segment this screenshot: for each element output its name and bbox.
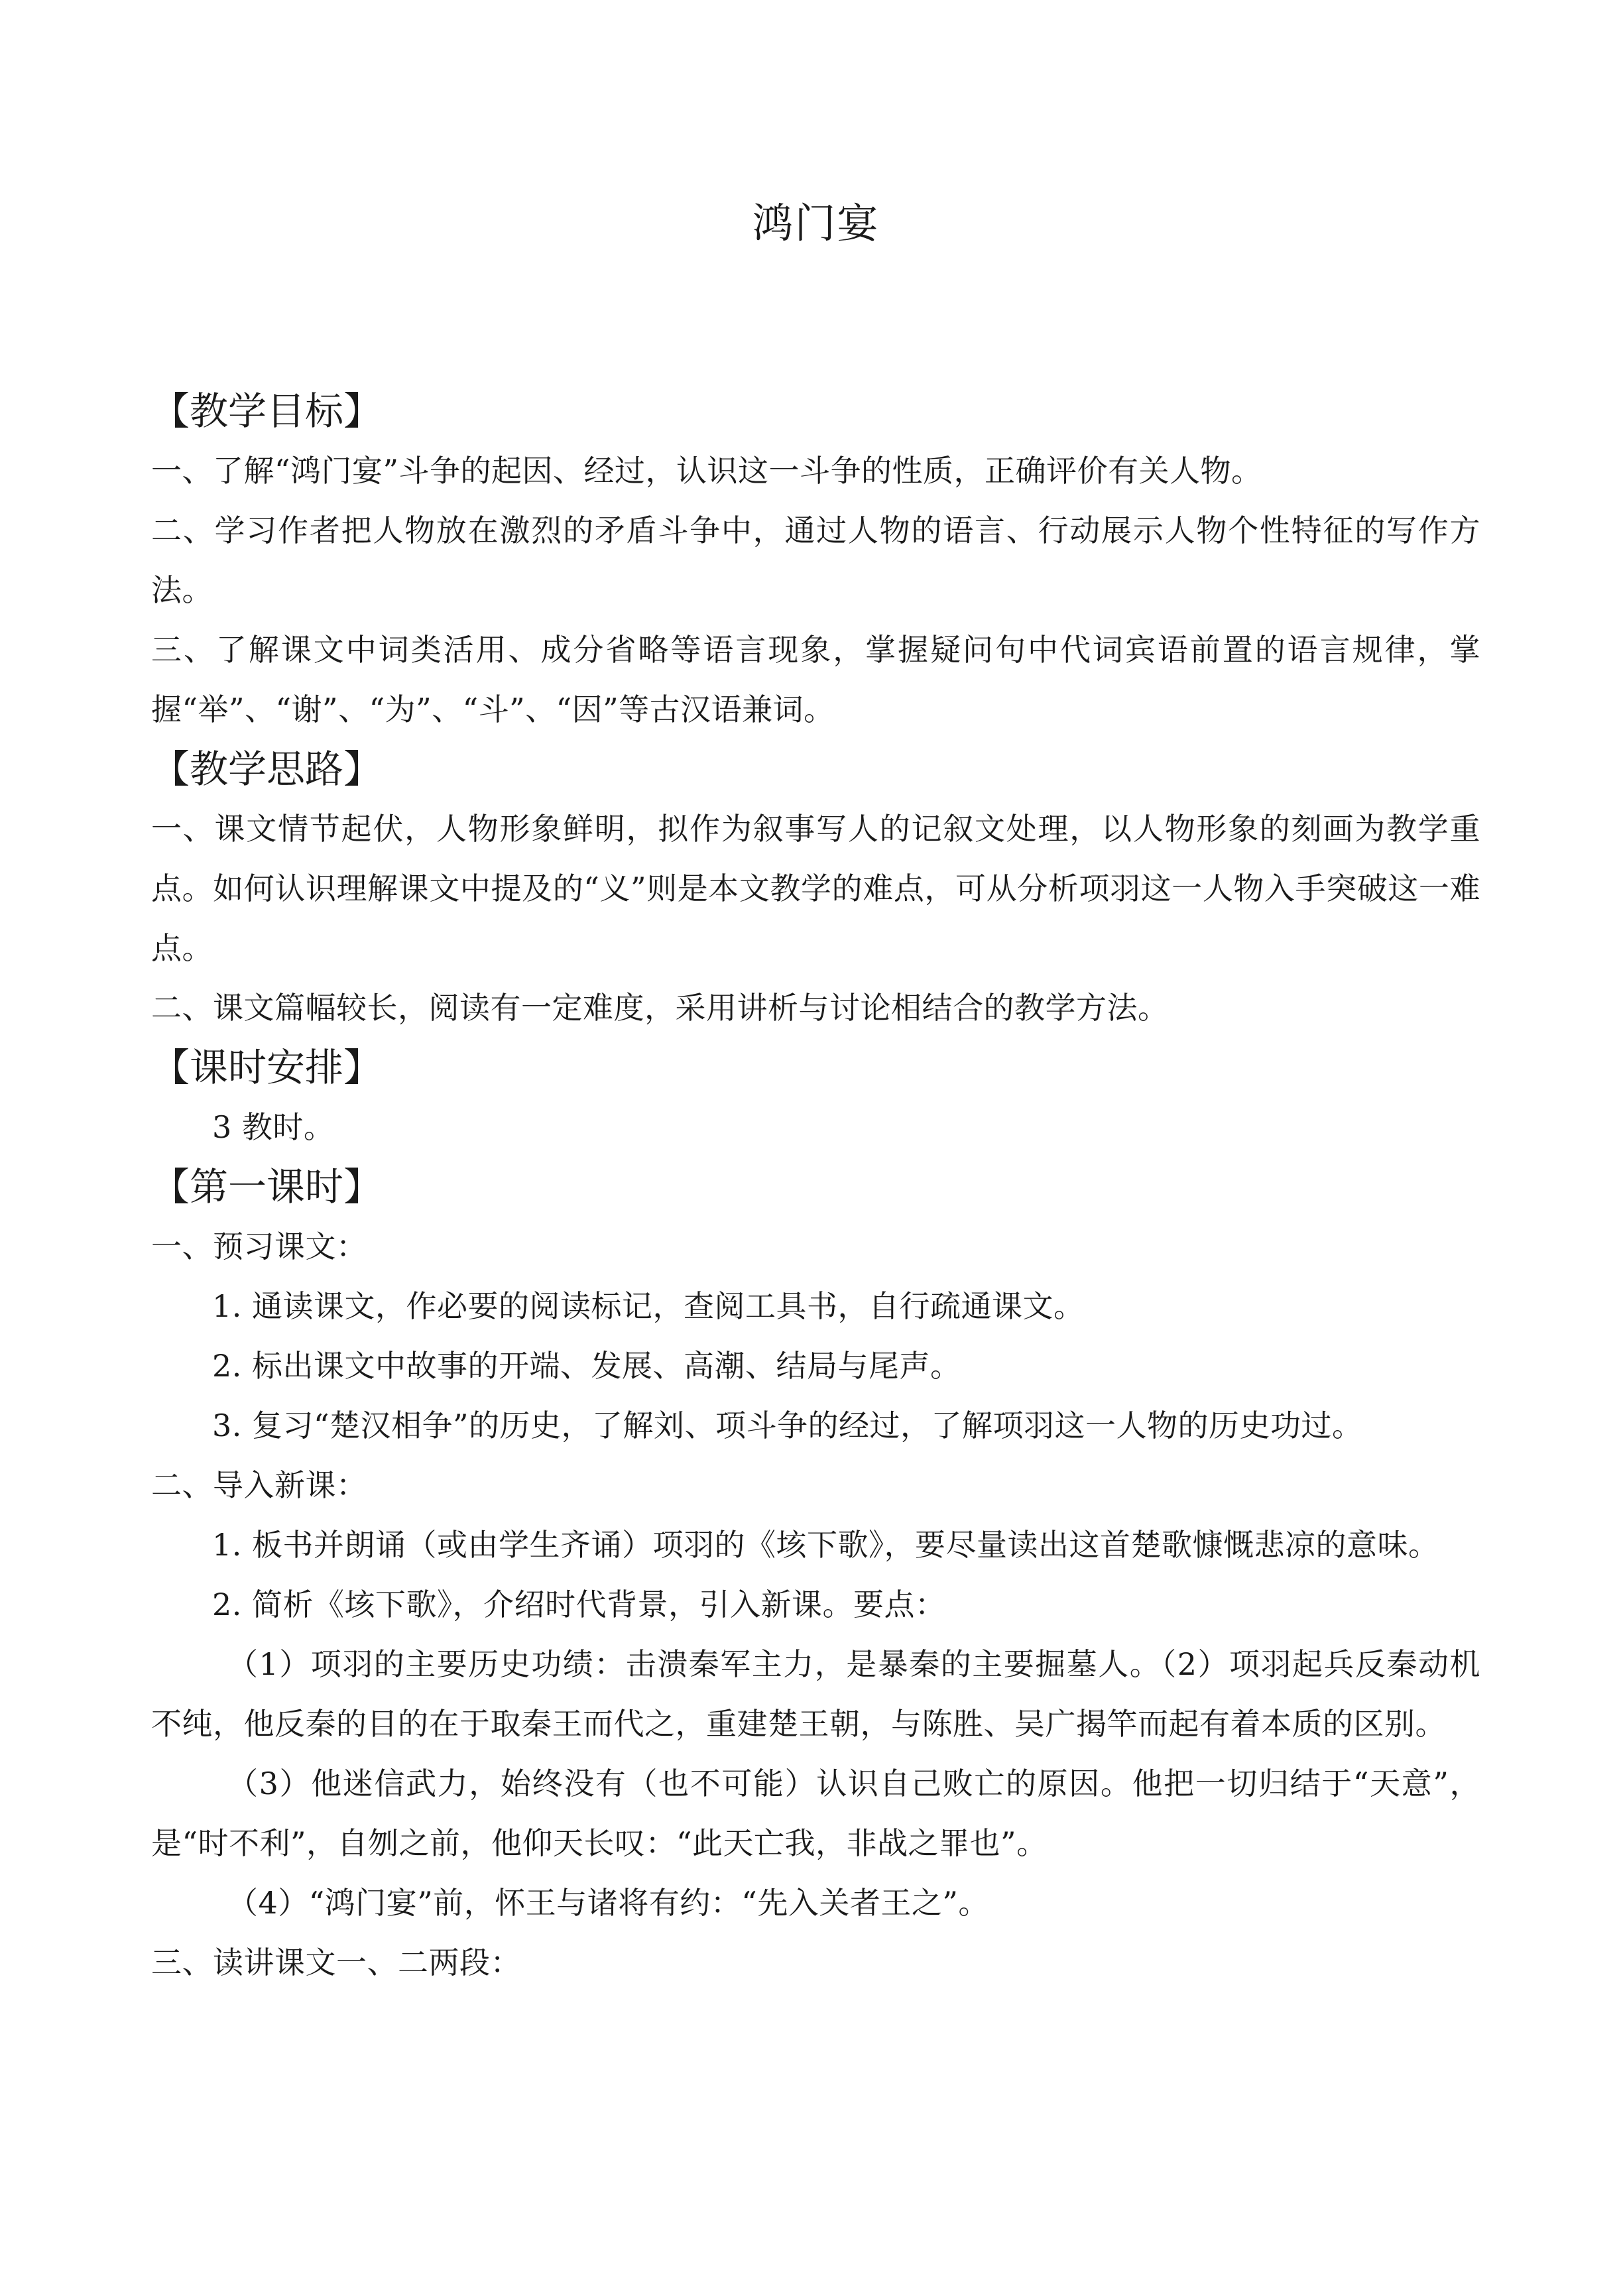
lesson1-part3-title: 三、读讲课文一、二两段：: [151, 1945, 521, 1980]
lesson1-part1-title: 一、预习课文：: [151, 1229, 367, 1264]
document-title: 鸿门宴: [752, 199, 880, 247]
objective-item: 三、了解课文中词类活用、成分省略等语言现象，掌握疑问句中代词宾语前置的语言规律，掌握“举”、“谢”、“为”、“斗”、“因”等古汉语兼词。: [151, 632, 1480, 727]
preview-item: 3. 复习“楚汉相争”的历史，了解刘、项斗争的经过，了解项羽这一人物的历史功过。: [212, 1408, 1363, 1443]
preview-item: 2. 标出课文中故事的开端、发展、高潮、结局与尾声。: [212, 1348, 961, 1384]
intro-point: （4）“鸿门宴”前，怀王与诸将有约：“先入关者王之”。: [227, 1885, 989, 1921]
objectives-heading: 【教学目标】: [151, 389, 383, 434]
lesson1-part2-title: 二、导入新课：: [151, 1467, 367, 1503]
intro-point: （3）他迷信武力，始终没有（也不可能）认识自己败亡的原因。他把一切归结于“天意”，是“时不利”，自刎之前，他仰天长叹：“此天亡我，非战之罪也”。: [151, 1766, 1480, 1861]
schedule-heading: 【课时安排】: [151, 1045, 383, 1090]
intro-item: 1. 板书并朗诵（或由学生齐诵）项羽的《垓下歌》，要尽量读出这首楚歌慷慨悲凉的意味。: [212, 1527, 1439, 1563]
lesson1-heading: 【第一课时】: [151, 1164, 383, 1209]
intro-item: 2. 简析《垓下歌》，介绍时代背景，引入新课。要点：: [212, 1587, 946, 1622]
intro-point: （1）项羽的主要历史功绩：击溃秦军主力，是暴秦的主要掘墓人。（2）项羽起兵反秦动机不纯，他反秦的目的在于取秦王而代之，重建楚王朝，与陈胜、吴广揭竿而起有着本质的区别。: [151, 1646, 1480, 1742]
approach-item: 一、课文情节起伏，人物形象鲜明，拟作为叙事写人的记叙文处理，以人物形象的刻画为教学重点。如何认识理解课文中提及的“义”则是本文教学的难点，可从分析项羽这一人物入手突破这一难点。: [151, 811, 1480, 966]
preview-item: 1. 通读课文，作必要的阅读标记，查阅工具书，自行疏通课文。: [212, 1288, 1085, 1324]
approach-item: 二、课文篇幅较长，阅读有一定难度，采用讲析与讨论相结合的教学方法。: [151, 990, 1169, 1026]
approach-heading: 【教学思路】: [151, 747, 383, 792]
schedule-text: 3 教时。: [212, 1109, 335, 1145]
objective-item: 二、学习作者把人物放在激烈的矛盾斗争中，通过人物的语言、行动展示人物个性特征的写作方法。: [151, 513, 1480, 608]
document-page: [151, 0, 1480, 2296]
objective-item: 一、了解“鸿门宴”斗争的起因、经过，认识这一斗争的性质，正确评价有关人物。: [151, 453, 1262, 489]
document-content: [151, 381, 1480, 1992]
